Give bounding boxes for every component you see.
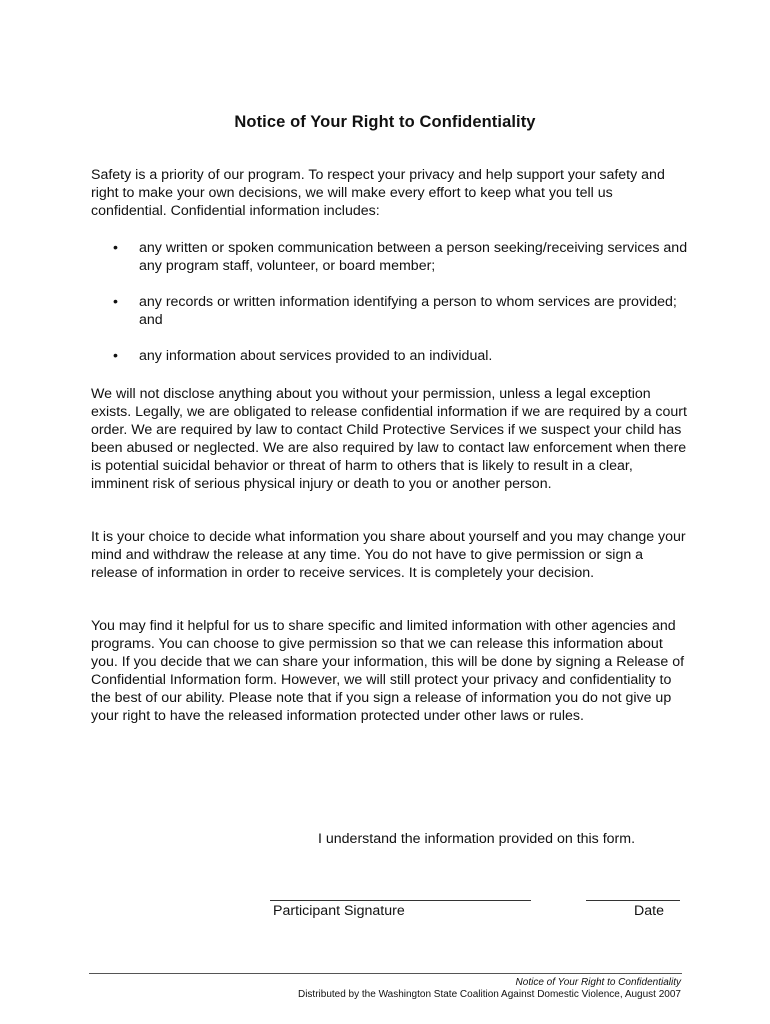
understand-statement: I understand the information provided on this form. xyxy=(318,831,636,847)
date-label: Date xyxy=(634,903,664,919)
confidential-info-list xyxy=(91,239,691,383)
disclosure-paragraph: We will not disclose anything about you without your permission, unless a legal exception exists. Legally, we are obligated to release confidential information if we are required by a court order. We are required by law to contact Child Protective Services if we suspect your child has been abused or neglected. We are also required by law to contact law enforcement when there is potential suicidal behavior or threat of harm to others that is likely to result in a clear, imminent risk of serious physical injury or death to you or another person. xyxy=(91,386,687,492)
document-title: Notice of Your Right to Confidentiality xyxy=(234,113,536,131)
bullet-icon: • xyxy=(113,348,118,364)
intro-paragraph: Safety is a priority of our program. To respect your privacy and help support your safety and right to make your own decisions, we will make every effort to keep what you tell us confidential. Confidential information includes: xyxy=(91,167,665,219)
list-item-text: any records or written information identifying a person to whom services are provided; and xyxy=(139,294,677,328)
footer-distribution-note: Distributed by the Washington State Coalition Against Domestic Violence, August 2007 xyxy=(297,989,681,1000)
bullet-icon: • xyxy=(113,294,118,310)
list-item xyxy=(91,293,691,329)
choice-paragraph: It is your choice to decide what information you share about yourself and you may change your mind and withdraw the release at any time. You do not have to give permission or sign a release of information in order to receive services. It is completely your decision. xyxy=(91,529,686,581)
list-item xyxy=(91,239,691,275)
list-item-text: any written or spoken communication between a person seeking/receiving services and any program staff, volunteer, or board member; xyxy=(139,240,688,274)
date-line[interactable] xyxy=(586,900,680,901)
bullet-icon: • xyxy=(113,240,118,256)
participant-signature-label: Participant Signature xyxy=(273,903,405,919)
list-item-text: any information about services provided to an individual. xyxy=(139,348,493,364)
footer-divider xyxy=(89,973,682,974)
sharing-paragraph: You may find it helpful for us to share specific and limited information with other agencies and programs. You can choose to give permission so that we can release this information about you. If you decide that we can share your information, this will be done by signing a Release of Confidential Information form. However, we will still protect your privacy and confidentiality to the best of our ability. Please note that if you sign a release of information you do not give up your right to have the released information protected under other laws or rules. xyxy=(91,618,685,724)
participant-signature-line[interactable] xyxy=(270,900,531,901)
list-item xyxy=(91,347,691,365)
footer-document-title: Notice of Your Right to Confidentiality xyxy=(515,977,681,988)
